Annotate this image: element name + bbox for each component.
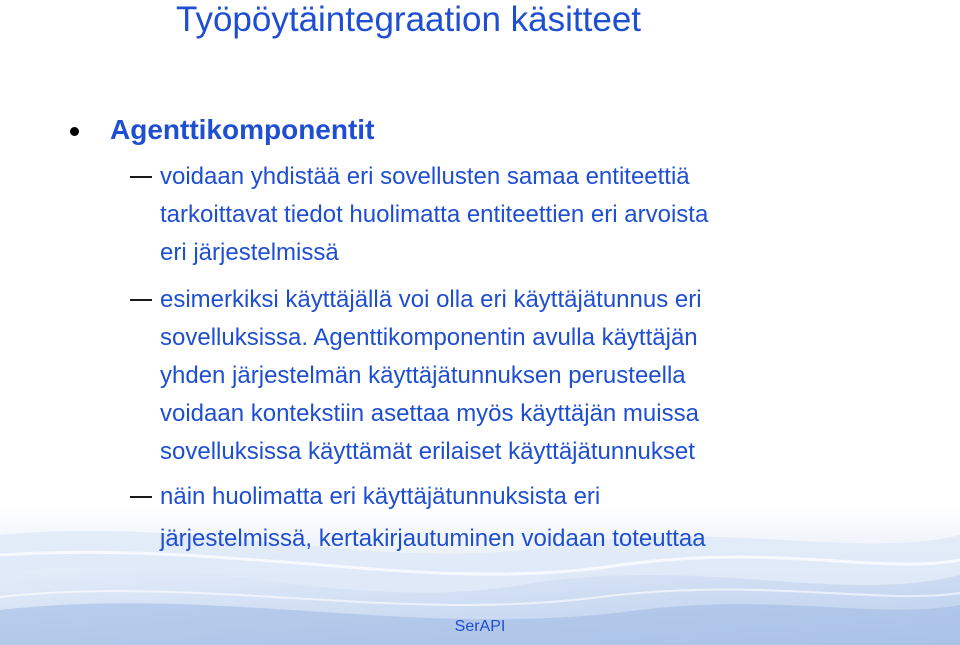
bullet-item <box>70 110 374 150</box>
sub-item-line: tarkoittavat tiedot huolimatta entiteettien eri arvoista <box>160 201 709 228</box>
dash-icon <box>130 176 152 178</box>
sub-item-2 <box>130 281 930 471</box>
sub-item-line: sovelluksissa. Agenttikomponentin avulla käyttäjän <box>160 324 698 351</box>
footer-label: SerAPI <box>454 618 506 635</box>
slide-title: Työpöytäintegraation käsitteet <box>176 0 642 39</box>
sub-item-line: voidaan kontekstiin asettaa myös käyttäjän muissa <box>160 400 699 427</box>
bullet-dot-icon <box>70 127 79 136</box>
sub-item-1 <box>130 158 930 272</box>
sub-item-line: näin huolimatta eri käyttäjätunnuksista eri <box>160 483 601 510</box>
dash-icon <box>130 299 152 301</box>
dash-icon <box>130 496 152 498</box>
sub-item-line: järjestelmissä, kertakirjautuminen voidaan toteuttaa <box>160 525 706 552</box>
sub-item-line: esimerkiksi käyttäjällä voi olla eri käyttäjätunnus eri <box>160 286 702 313</box>
sub-item-line: sovelluksissa käyttämät erilaiset käyttäjätunnukset <box>160 438 695 465</box>
sub-item-3 <box>130 478 930 558</box>
sub-item-line: eri järjestelmissä <box>160 239 339 266</box>
bullet-label: Agenttikomponentit <box>110 114 375 145</box>
sub-item-line: yhden järjestelmän käyttäjätunnuksen perusteella <box>160 362 686 389</box>
sub-item-line: voidaan yhdistää eri sovellusten samaa entiteettiä <box>160 163 690 190</box>
